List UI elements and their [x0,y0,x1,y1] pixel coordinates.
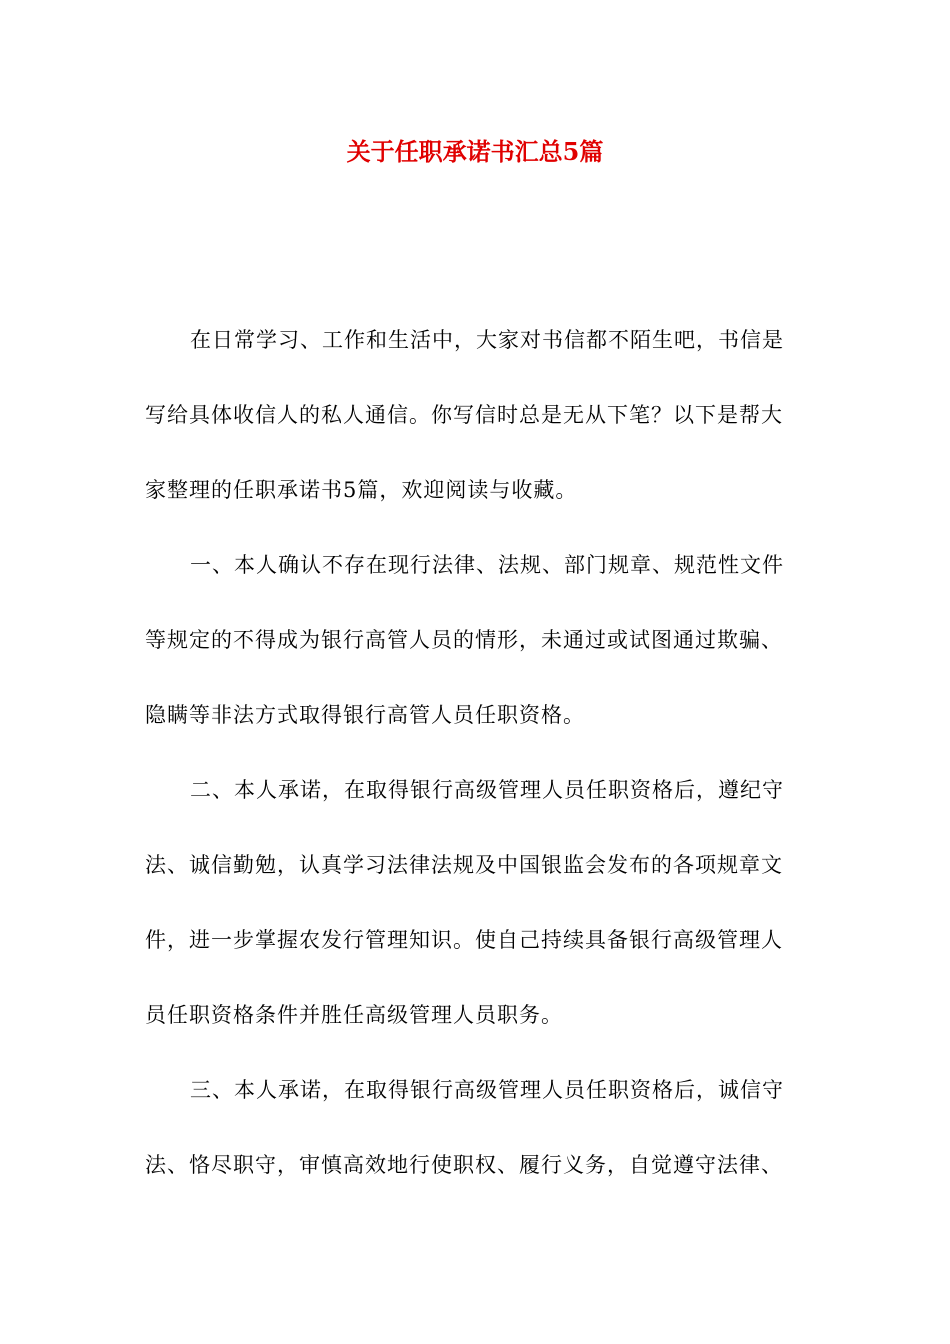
document-title: 关于任职承诺书汇总5篇 [346,137,604,166]
paragraph-line: 件，进一步掌握农发行管理知识。使自己持续具备银行高级管理人 [145,928,783,952]
paragraph-line: 家整理的任职承诺书5篇，欢迎阅读与收藏。 [145,478,578,502]
paragraph-line: 写给具体收信人的私人通信。你写信时总是无从下笔？以下是帮大 [145,403,783,427]
paragraph-line: 二、本人承诺，在取得银行高级管理人员任职资格后，遵纪守 [190,778,784,802]
paragraph-line: 法、恪尽职守，审慎高效地行使职权、履行义务，自觉遵守法律、 [145,1153,783,1177]
paragraph-line: 在日常学习、工作和生活中，大家对书信都不陌生吧，书信是 [190,328,784,352]
paragraph-line: 员任职资格条件并胜任高级管理人员职务。 [145,1003,563,1027]
paragraph-line: 法、诚信勤勉，认真学习法律法规及中国银监会发布的各项规章文 [145,853,783,877]
paragraph-line: 一、本人确认不存在现行法律、法规、部门规章、规范性文件 [190,553,784,577]
paragraph-line: 隐瞒等非法方式取得银行高管人员任职资格。 [145,703,585,727]
paragraph-line: 等规定的不得成为银行高管人员的情形，未通过或试图通过欺骗、 [145,628,783,652]
paragraph-line: 三、本人承诺，在取得银行高级管理人员任职资格后，诚信守 [190,1078,784,1102]
